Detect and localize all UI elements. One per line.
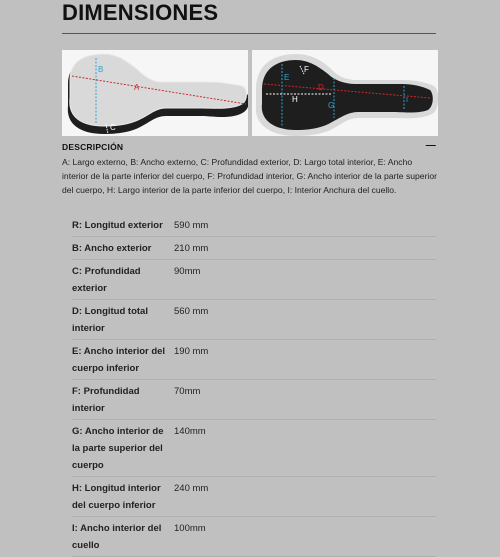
label-a: A bbox=[134, 83, 140, 92]
spec-row bbox=[72, 214, 436, 237]
spec-row bbox=[72, 237, 436, 260]
spec-value: 590 mm bbox=[174, 220, 209, 231]
spec-value: 100mm bbox=[174, 523, 206, 534]
label-c: C bbox=[110, 123, 116, 132]
label-g: G bbox=[328, 101, 335, 110]
label-e: E bbox=[284, 73, 290, 82]
spec-value: 240 mm bbox=[174, 483, 209, 494]
spec-label: D: Longitud total interior bbox=[72, 306, 148, 334]
spec-label: F: Profundidad interior bbox=[72, 386, 140, 414]
title-divider bbox=[62, 33, 436, 34]
spec-label: B: Ancho exterior bbox=[72, 243, 152, 254]
spec-row bbox=[72, 380, 436, 420]
dimensions-diagram bbox=[62, 50, 438, 136]
spec-value: 560 mm bbox=[174, 306, 209, 317]
spec-row bbox=[72, 300, 436, 340]
spec-value: 190 mm bbox=[174, 346, 209, 357]
spec-label: R: Longitud exterior bbox=[72, 220, 163, 231]
spec-row bbox=[72, 477, 436, 517]
spec-label: G: Ancho interior de la parte superior del cuerpo bbox=[72, 426, 164, 471]
spec-row bbox=[72, 517, 436, 557]
spec-label: I: Ancho interior del cuello bbox=[72, 523, 162, 551]
collapse-icon[interactable]: — bbox=[425, 140, 436, 151]
exterior-case-illustration bbox=[62, 50, 248, 136]
description-heading: DESCRIPCIÓN bbox=[62, 142, 124, 152]
page-title: DIMENSIONES bbox=[62, 0, 219, 25]
spec-row bbox=[72, 420, 436, 477]
spec-label: E: Ancho interior del cuerpo inferior bbox=[72, 346, 166, 374]
label-b: B bbox=[98, 65, 104, 74]
spec-row bbox=[72, 260, 436, 300]
exterior-case-panel bbox=[62, 50, 248, 136]
spec-value: 70mm bbox=[174, 386, 201, 397]
label-f: F bbox=[304, 65, 309, 74]
spec-row bbox=[72, 340, 436, 380]
spec-label: C: Profundidad exterior bbox=[72, 266, 141, 294]
description-text: A: Largo externo, B: Ancho externo, C: Profundidad exterior, D: Largo total interior, E: Ancho interior de la parte inferior del cuerpo, F: Profundidad interior, G: Ancho interior de la parte superior del cuerpo, H: Largo interior de la parte inferior del cuerpo, I: Interior Anchura del cuello. bbox=[62, 157, 437, 195]
interior-case-illustration bbox=[252, 50, 438, 136]
spec-value: 90mm bbox=[174, 266, 201, 277]
specs-table bbox=[72, 214, 436, 557]
description-header[interactable] bbox=[62, 142, 436, 152]
spec-value: 140mm bbox=[174, 426, 206, 437]
spec-value: 210 mm bbox=[174, 243, 209, 254]
spec-label: H: Longitud interior del cuerpo inferior bbox=[72, 483, 161, 511]
label-i: I bbox=[406, 97, 408, 104]
interior-case-panel bbox=[252, 50, 438, 136]
label-d: D bbox=[318, 83, 324, 92]
label-h: H bbox=[292, 95, 298, 104]
